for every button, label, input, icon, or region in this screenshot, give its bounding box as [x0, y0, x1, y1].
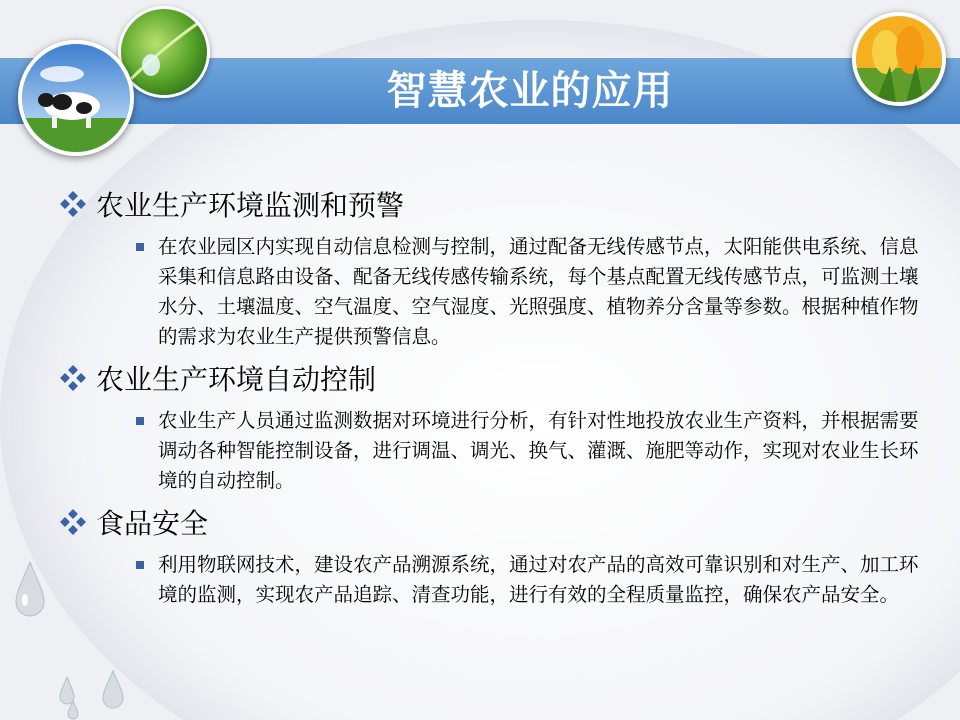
section-monitoring [60, 184, 920, 352]
section-heading-text: 农业生产环境监测和预警 [96, 189, 405, 222]
diamond-bullet-icon [60, 509, 86, 535]
water-drop-icon [100, 670, 126, 710]
water-drop-icon [12, 560, 48, 620]
square-bullet-icon [136, 417, 144, 425]
list-item-text: 利用物联网技术，建设农产品溯源系统，通过对农产品的高效可靠识别和对生产、加工环境的监测，实现农产品追踪、清查功能，进行有效的全程质量监控，确保农产品安全。 [158, 553, 919, 606]
slide-title: 智慧农业的应用 [386, 68, 674, 114]
cow-photo [18, 40, 134, 156]
list-item-text: 农业生产人员通过监测数据对环境进行分析，有针对性地投放农业生产资料，并根据需要调动各种智能控制设备，进行调温、调光、换气、灌溉、施肥等动作，实现对农业生长环境的自动控制。 [158, 409, 919, 492]
slide-content [60, 184, 920, 616]
list-item [136, 232, 920, 352]
diamond-bullet-icon [60, 191, 86, 217]
tulip-photo [852, 12, 946, 106]
section-auto-control [60, 358, 920, 496]
list-item [136, 406, 920, 496]
section-heading-text: 食品安全 [96, 507, 209, 540]
square-bullet-icon [136, 243, 144, 251]
section-heading-text: 农业生产环境自动控制 [96, 363, 377, 396]
section-heading [60, 184, 920, 224]
section-heading [60, 358, 920, 398]
water-drop-icon [66, 700, 80, 720]
square-bullet-icon [136, 561, 144, 569]
list-item-text: 在农业园区内实现自动信息检测与控制，通过配备无线传感节点，太阳能供电系统、信息采集和信息路由设备、配备无线传感传输系统，每个基点配置无线传感节点，可监测土壤水分、土壤温度、空气温度、空气湿度、光照强度、植物养分含量等参数。根据种植作物的需求为农业生产提供预警信息。 [158, 235, 919, 348]
section-food-safety [60, 502, 920, 610]
section-heading [60, 502, 920, 542]
list-item [136, 550, 920, 610]
diamond-bullet-icon [60, 365, 86, 391]
